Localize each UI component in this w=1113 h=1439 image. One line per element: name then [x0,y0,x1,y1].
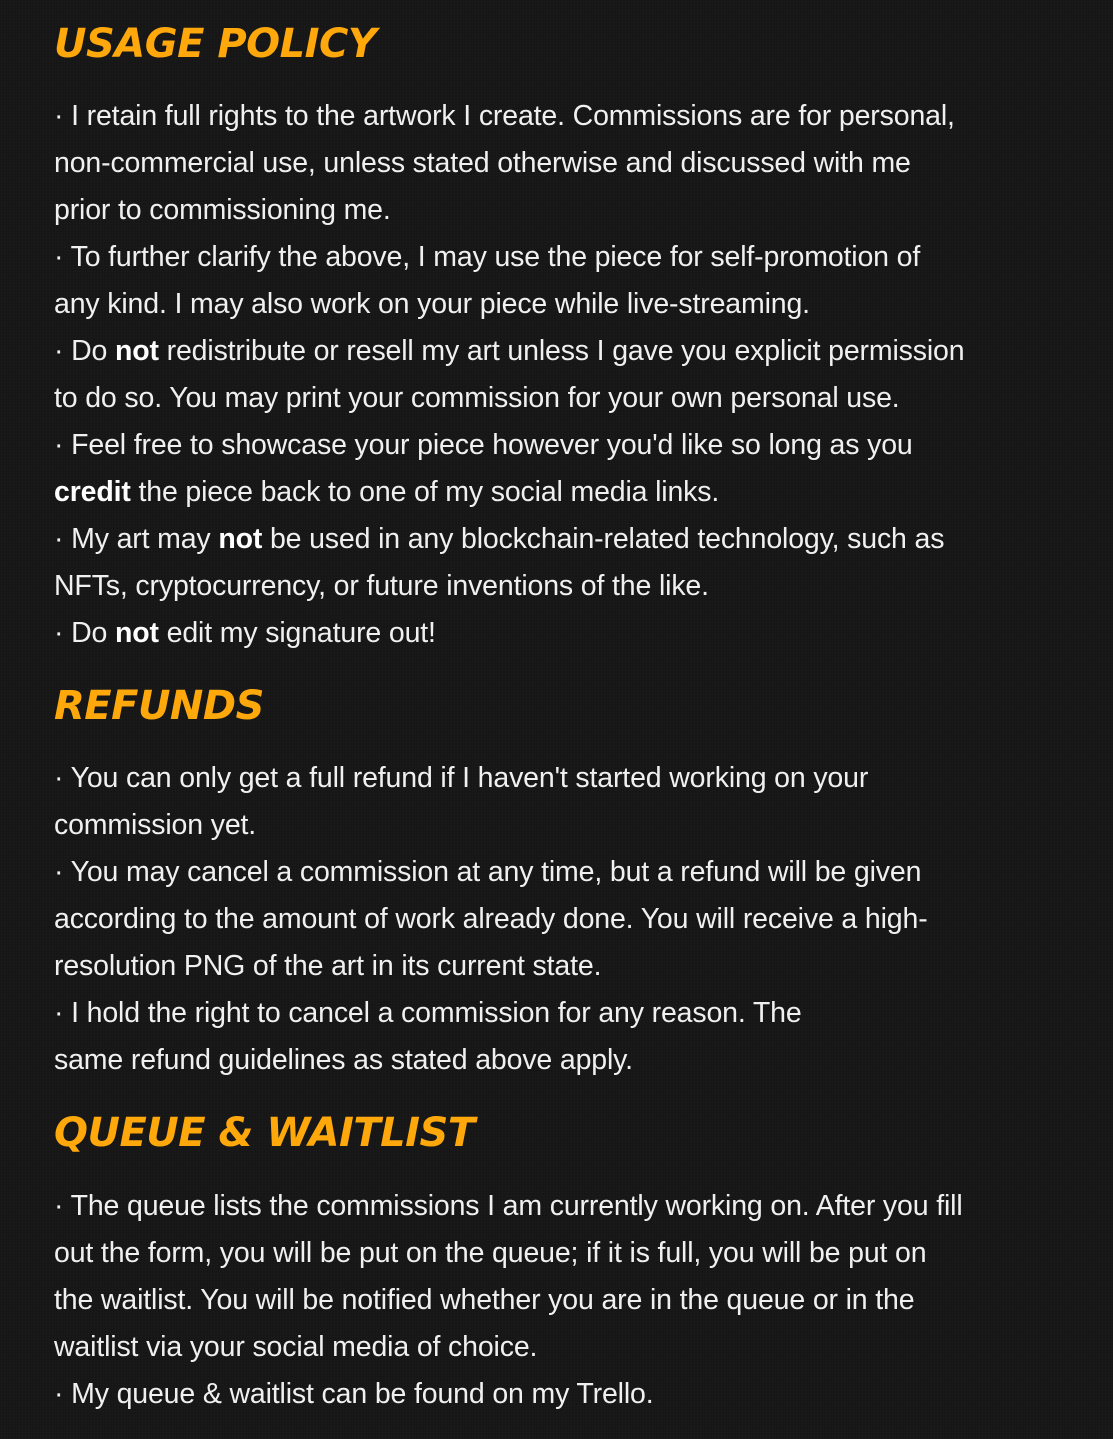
queue-line: out the form, you will be put on the queue; if it is full, you will be put on [54,1237,927,1269]
refunds-line: commission yet. [54,809,257,841]
usage-line: · I retain full rights to the artwork I create. Commissions are for personal, [54,100,955,132]
usage-line: NFTs, cryptocurrency, or future inventions of the like. [54,570,709,602]
line-text: redistribute or resell my art unless I gave you explicit permission [158,335,965,367]
queue-line: waitlist via your social media of choice. [54,1331,538,1363]
line-text: · Do [54,617,116,649]
line-text: be used in any blockchain-related technology, such as [262,523,945,555]
line-text: the piece back to one of my social media links. [130,476,720,508]
usage-line [54,516,964,563]
refunds-line: resolution PNG of the art in its current state. [54,950,602,982]
line-text: · Do [54,335,116,367]
queue-line: the waitlist. You will be notified whether you are in the queue or in the [54,1284,915,1316]
line-text: · My art may [54,523,219,555]
refunds-body [54,755,928,1084]
usage-line: to do so. You may print your commission for your own personal use. [54,382,900,414]
emphasis-text: not [115,335,159,367]
usage-line: · Feel free to showcase your piece however you'd like so long as you [54,429,913,461]
refunds-line: according to the amount of work already done. You will receive a high- [54,903,928,935]
usage-policy-body [54,93,964,657]
usage-line: non-commercial use, unless stated otherwise and discussed with me [54,147,911,179]
emphasis-text: not [218,523,263,555]
usage-policy-heading: USAGE POLICY [54,21,377,67]
queue-line: · The queue lists the commissions I am currently working on. After you fill [54,1190,963,1222]
line-text: edit my signature out! [158,617,436,649]
refunds-heading: REFUNDS [54,683,264,729]
usage-line [54,610,964,657]
usage-line [54,328,964,375]
usage-line: any kind. I may also work on your piece while live-streaming. [54,288,810,320]
queue-waitlist-body [54,1183,963,1418]
emphasis-text: credit [54,476,131,508]
usage-line: prior to commissioning me. [54,194,391,226]
refunds-line: · I hold the right to cancel a commission for any reason. The [54,997,802,1029]
refunds-line: · You can only get a full refund if I haven't started working on your [54,762,869,794]
queue-waitlist-heading: QUEUE & WAITLIST [54,1110,475,1156]
refunds-line: same refund guidelines as stated above apply. [54,1044,633,1076]
usage-line [54,469,964,516]
emphasis-text: not [115,617,159,649]
usage-line: · To further clarify the above, I may use the piece for self-promotion of [54,241,921,273]
queue-line: · My queue & waitlist can be found on my Trello. [54,1378,654,1410]
refunds-line: · You may cancel a commission at any time, but a refund will be given [54,856,922,888]
